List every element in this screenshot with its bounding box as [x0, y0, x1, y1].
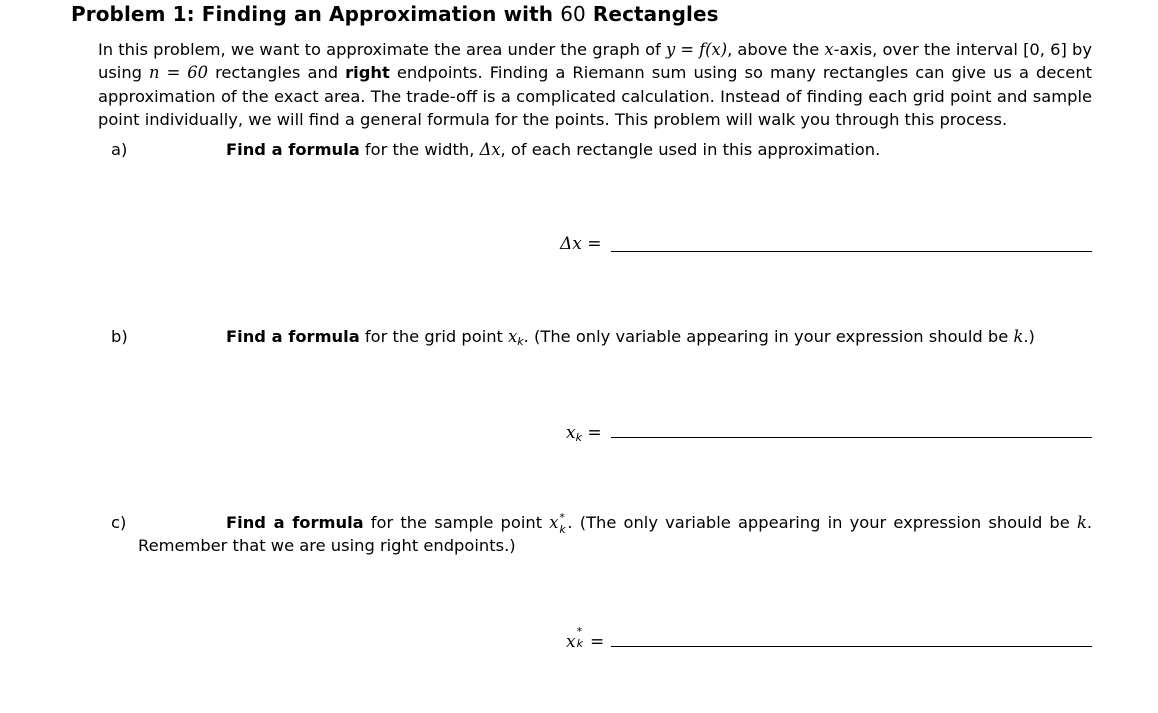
- part-b-text-3: .): [1023, 327, 1035, 346]
- part-b-math-sub: k: [517, 335, 524, 348]
- part-b-text-2: . (The only variable appearing in your expression should be: [523, 327, 1014, 346]
- part-b-answer-blank[interactable]: [611, 437, 1092, 438]
- intro-text-3: -axis, over the interval: [833, 40, 1024, 59]
- part-c-text-3: . Remember that we are using right endpoints.): [138, 513, 1092, 556]
- part-b-answer-sub: k: [575, 431, 582, 444]
- part-c-answer-sup: *: [576, 625, 583, 638]
- title-suffix: Rectangles: [585, 2, 719, 26]
- intro-bold-right: right: [345, 63, 390, 83]
- part-b-math-k: k: [1013, 327, 1024, 346]
- part-b-prompt: [226, 327, 1035, 348]
- intro-math-n: n = 60: [149, 63, 209, 83]
- intro-math-x: x: [824, 40, 834, 59]
- part-b-label: b): [111, 327, 128, 346]
- part-a-bold: Find a formula: [226, 140, 360, 159]
- part-b-answer-label: [566, 423, 602, 444]
- part-a-text-2: , of each rectangle used in this approximation.: [500, 140, 881, 159]
- part-c-math-k: k: [1076, 513, 1087, 532]
- part-c-math-sup: *: [559, 511, 565, 524]
- part-b-text-1: for the grid point: [359, 327, 509, 346]
- part-c-answer-label: [566, 625, 605, 652]
- part-c-label: c): [111, 513, 127, 532]
- part-a-math-dx: Δx: [479, 140, 501, 159]
- part-c-answer-blank[interactable]: [611, 646, 1092, 647]
- part-b-math-x: x: [508, 327, 518, 346]
- part-c-prompt: [111, 511, 1092, 558]
- part-c-math-x: x: [549, 513, 559, 532]
- intro-math-function: y = f(x): [665, 40, 728, 59]
- part-a-answer-label: Δx =: [560, 234, 602, 254]
- intro-math-interval: [0, 6]: [1023, 40, 1067, 59]
- part-c-answer-sub: k: [576, 637, 583, 650]
- part-c-answer-eq: =: [590, 632, 605, 652]
- part-a-text-1: for the width,: [359, 140, 480, 159]
- part-a-label: a): [111, 140, 128, 159]
- title-prefix: Problem 1: Finding an Approximation with: [71, 2, 561, 26]
- part-c-math-sub: k: [559, 523, 566, 536]
- part-a-prompt: [226, 140, 880, 159]
- part-b-answer-eq: =: [587, 423, 602, 443]
- intro-text-6: endpoints. Finding a Riemann sum using so many rectangles can give us a decent approximation of the exact area. The trade-off is a complicated calculation. Instead of finding each grid point and sample point individually, we will find a general formula for the points. This problem will walk you through this process.: [98, 63, 1093, 129]
- problem-title: [71, 2, 719, 26]
- part-b-answer-var: x: [566, 423, 576, 443]
- problem-intro: [98, 38, 1092, 131]
- part-c-text-1: for the sample point: [363, 513, 550, 532]
- intro-text-2: , above the: [727, 40, 825, 59]
- part-c-text-2: . (The only variable appearing in your expression should be: [567, 513, 1077, 532]
- intro-text-4: by using: [98, 40, 1093, 83]
- intro-text-5: rectangles and: [208, 63, 346, 83]
- part-c-bold: Find a formula: [226, 513, 364, 532]
- part-a-answer-blank[interactable]: [611, 251, 1092, 252]
- part-c-answer-var: x: [566, 632, 576, 652]
- intro-text-1: In this problem, we want to approximate the area under the graph of: [98, 40, 666, 59]
- title-number: 60: [560, 2, 586, 26]
- part-b-bold: Find a formula: [226, 327, 360, 346]
